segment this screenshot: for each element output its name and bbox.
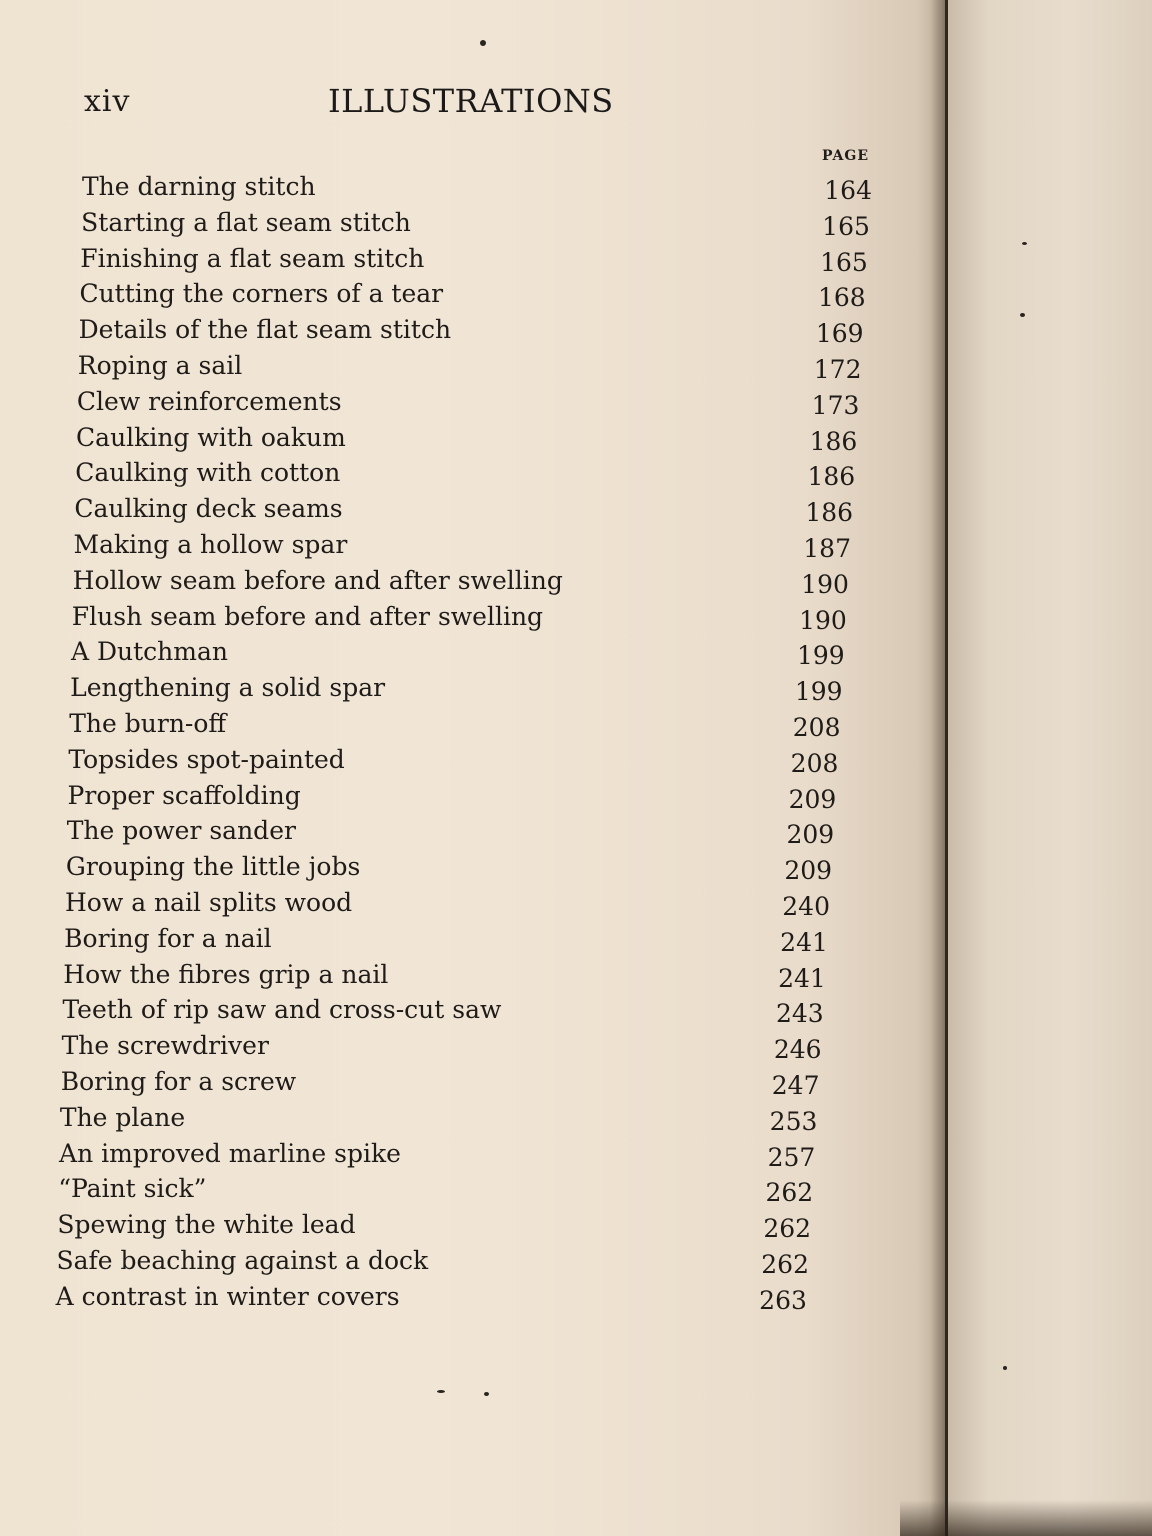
illustration-page-number: 186 [809,426,858,456]
illustration-page-number: 186 [805,498,854,528]
list-item [69,709,840,743]
list-item [62,1031,822,1065]
page-number: xiv [84,84,131,119]
list-item [57,1246,810,1280]
illustration-title: Starting a flat seam stitch [81,207,411,237]
illustration-page-number: 262 [765,1178,814,1208]
illustration-page-number: 262 [761,1250,809,1279]
illustration-page-number: 246 [773,1035,822,1065]
page-title: ILLUSTRATIONS [328,82,614,120]
illustration-title: Hollow seam before and after swelling [72,565,563,595]
list-item [66,852,832,886]
illustration-title: Proper scaffolding [67,780,301,810]
illustration-title: Making a hollow spar [73,530,348,559]
illustration-page-number: 165 [822,211,870,241]
illustration-title: The screwdriver [61,1031,269,1061]
list-item [75,458,855,492]
list-item [78,351,862,385]
illustration-page-number: 253 [769,1106,818,1136]
illustration-title: Spewing the white lead [57,1210,356,1240]
illustration-title: Caulking with cotton [75,458,341,488]
list-item [64,924,828,958]
illustration-title: How a nail splits wood [65,888,353,917]
illustration-title: Grouping the little jobs [65,852,361,882]
illustration-page-number: 241 [778,963,826,993]
illustration-title: A contrast in winter covers [55,1281,400,1311]
illustration-title: The power sander [66,816,296,846]
illustration-title: An improved marline spike [59,1138,401,1168]
list-item [58,1174,813,1208]
ink-speck [1022,242,1027,245]
illustration-page-number: 209 [784,856,833,886]
illustration-page-number: 209 [788,784,837,814]
ink-speck [1003,1366,1007,1370]
illustration-page-number: 190 [799,605,847,635]
list-item [57,1210,811,1244]
illustration-page-number: 208 [790,748,839,778]
facing-page [948,0,1152,1536]
list-item [56,1282,807,1316]
illustration-page-number: 172 [813,355,862,384]
illustration-title: Boring for a screw [60,1067,297,1096]
list-item [79,279,865,313]
illustration-title: Finishing a flat seam stitch [80,243,425,273]
list-item [82,172,872,206]
list-item [74,494,853,528]
illustration-page-number: 243 [775,999,824,1029]
list-item [59,1139,815,1173]
list-item [61,1067,820,1101]
illustration-title: Lengthening a solid spar [70,673,386,703]
illustration-title: The darning stitch [82,172,316,201]
list-item [65,888,830,922]
illustration-page-number: 263 [759,1285,807,1315]
illustration-title: Topsides spot-painted [68,744,345,774]
list-item [72,602,847,636]
list-item [60,1103,818,1137]
illustration-page-number: 241 [780,927,828,957]
list-item [68,745,838,779]
illustration-page-number: 186 [807,462,856,492]
illustration-title: Roping a sail [77,351,243,380]
illustration-page-number: 187 [803,534,851,563]
illustration-title: Boring for a nail [64,923,272,953]
list-item [70,673,843,707]
list-item [63,960,826,994]
illustration-title: Cutting the corners of a tear [79,279,444,309]
list-item [79,315,864,349]
list-item [62,995,823,1029]
illustration-title: Caulking with oakum [76,422,346,452]
illustration-page-number: 262 [763,1214,812,1244]
illustration-page-number: 190 [801,569,849,599]
illustration-title: Safe beaching against a dock [56,1246,429,1275]
list-item [76,423,857,457]
list-item [74,530,852,564]
illustration-page-number: 240 [782,892,830,921]
list-item [71,637,845,671]
illustration-page-number: 208 [792,713,841,742]
list-item [67,816,835,850]
illustration-page-number: 257 [767,1142,816,1172]
illustration-page-number: 173 [811,390,860,420]
illustration-page-number: 168 [817,283,866,313]
list-item [77,387,860,421]
list-item [73,566,849,600]
illustration-page-number: 199 [796,641,845,671]
illustration-page-number: 199 [794,677,843,707]
illustration-title: Teeth of rip saw and cross-cut saw [62,995,502,1025]
list-item [80,244,868,278]
illustration-title: Details of the flat seam stitch [78,315,452,345]
illustration-title: The burn-off [69,709,227,738]
list-item [81,208,870,242]
list-item [68,781,837,815]
illustration-page-number: 247 [771,1071,820,1100]
illustration-title: “Paint sick” [58,1174,207,1204]
illustration-page-number: 169 [815,319,864,349]
illustration-page-number: 209 [786,820,835,850]
illustration-title: The plane [59,1102,186,1132]
illustration-page-number: 164 [824,176,872,205]
illustration-title: How the fibres grip a nail [63,959,389,989]
page-column-heading: PAGE [822,148,869,164]
illustration-title: Caulking deck seams [74,494,343,524]
illustration-title: A Dutchman [70,637,228,667]
illustration-title: Clew reinforcements [76,386,342,416]
illustration-page-number: 165 [820,247,868,277]
ink-speck [1020,313,1025,317]
illustration-title: Flush seam before and after swelling [71,601,544,631]
